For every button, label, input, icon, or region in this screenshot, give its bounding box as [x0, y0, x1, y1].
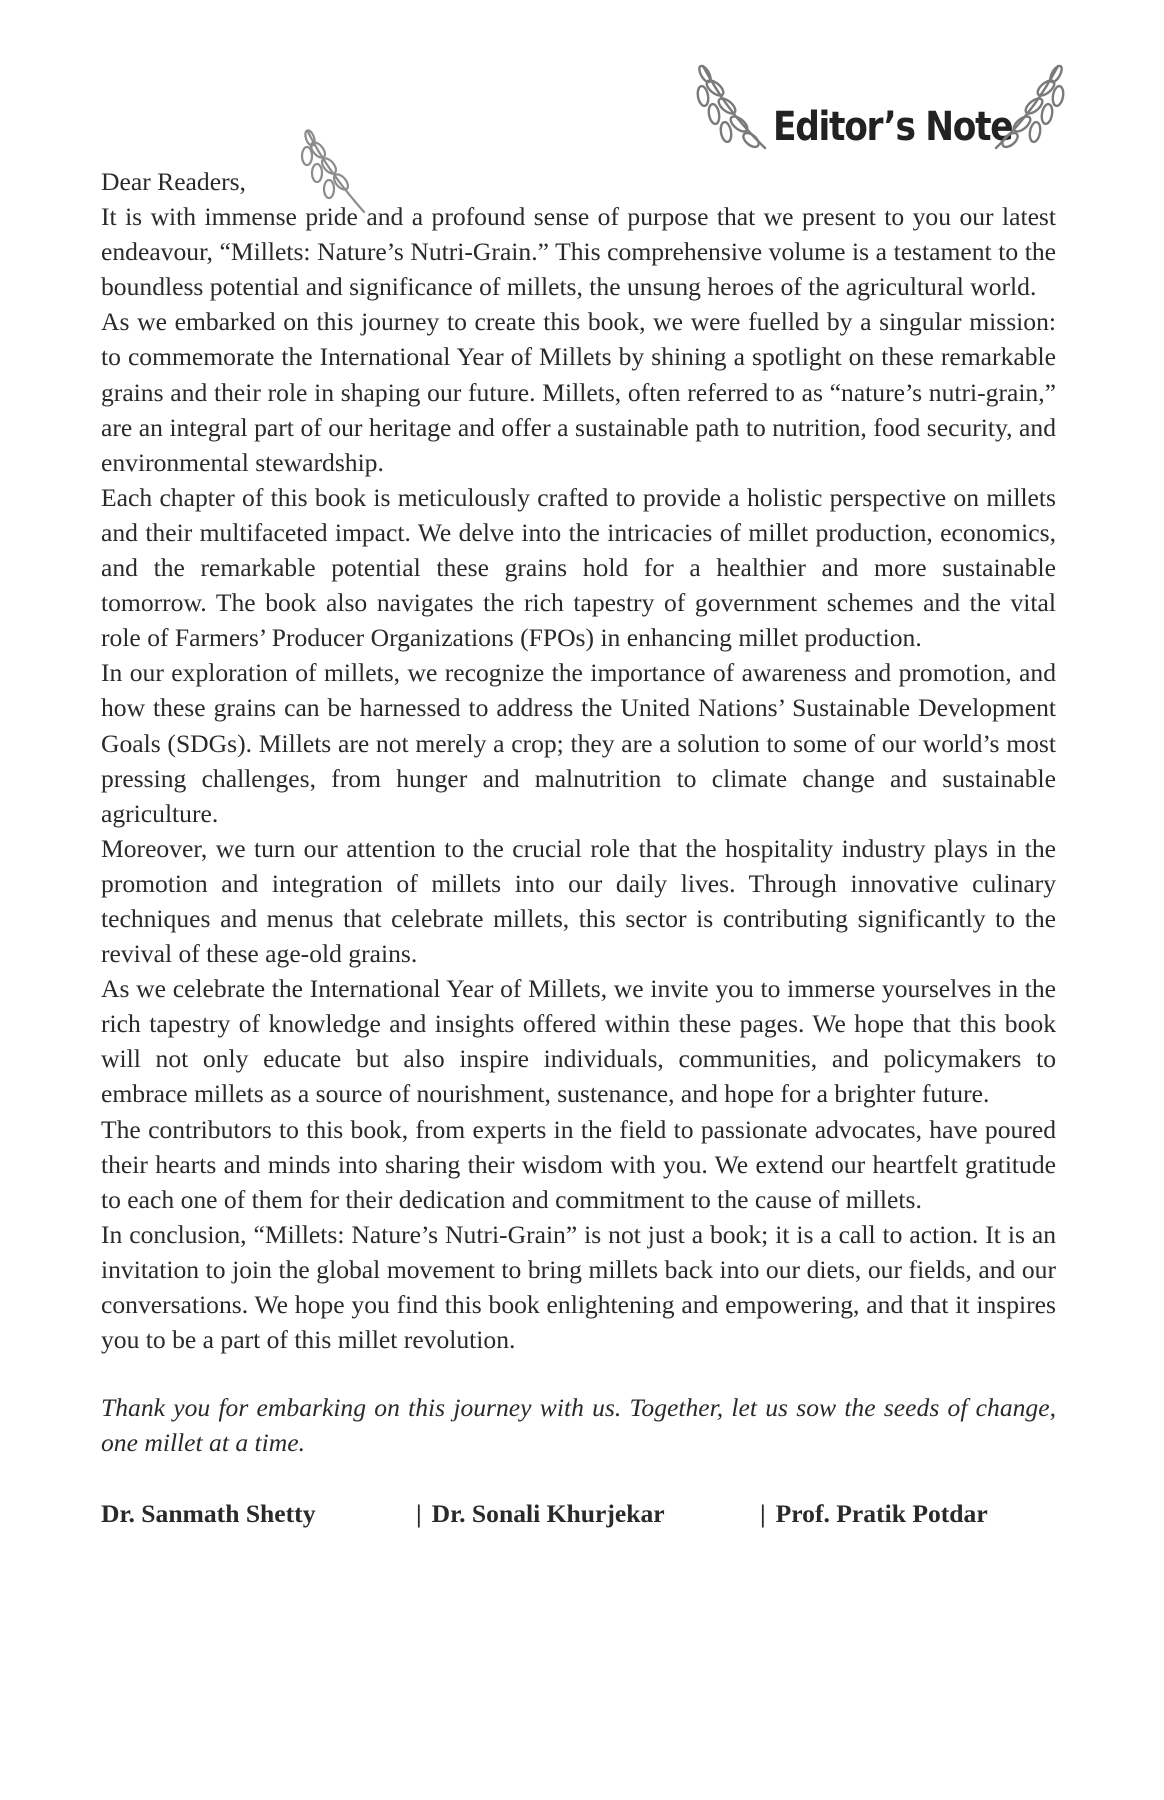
page-title: Editor’s Note: [773, 104, 1013, 150]
paragraph: In our exploration of millets, we recognize the importance of awareness and promotion, and how these grains can be harnessed to address the United Nations’ Sustainable Development Goals (SDGs). Millets are not merely a crop; they are a solution to some of our world’s most pressing challenges, from hunger and malnutrition to climate change and sustainable agriculture.: [101, 658, 1056, 828]
closing-note: Thank you for embarking on this journey with us. Together, let us sow the seeds of change, one millet at a time.: [101, 1393, 1056, 1458]
paragraph: In conclusion, “Millets: Nature’s Nutri-Grain” is not just a book; it is a call to action. It is an invitation to join the global movement to bring millets back into our diets, our fields, and our conversations. We hope you find this book enlightening and empowering, and that it inspires you to be a part of this millet revolution.: [101, 1219, 1056, 1355]
paragraph: Each chapter of this book is meticulously crafted to provide a holistic perspective on millets and their multifaceted impact. We delve into the intricacies of millet production, economics, and the remarkable potential these grains hold for a healthier and more sustainable tomorrow. The book also navigates the rich tapestry of government schemes and the vital role of Farmers’ Producer Organizations (FPOs) in enhancing millet production.: [101, 482, 1056, 653]
letter-body: [101, 164, 1056, 1531]
separator: |: [416, 1499, 422, 1529]
signature-name: Dr. Sonali Khurjekar: [431, 1499, 665, 1529]
signature-row: [101, 1496, 1056, 1531]
paragraph: It is with immense pride and a profound sense of purpose that we present to you our latest endeavour, “Millets: Nature’s Nutri-Grain.” This comprehensive volume is a testament to the boundless potential and significance of millets, the unsung heroes of the agricultural world.: [101, 202, 1056, 302]
salutation: Dear Readers,: [101, 167, 246, 196]
paragraph: Moreover, we turn our attention to the crucial role that the hospitality industry plays in the promotion and integration of millets into our daily lives. Through innovative culinary techniques and menus that celebrate millets, this sector is contributing significantly to the revival of these age-old grains.: [101, 833, 1056, 969]
separator: |: [760, 1499, 766, 1529]
signature-item: [760, 1496, 988, 1531]
editors-note-header: [695, 62, 1075, 157]
signature-name: Dr. Sanmath Shetty: [101, 1499, 316, 1529]
wheat-sprig-icon: [695, 62, 770, 157]
paragraph: As we celebrate the International Year of Millets, we invite you to immerse yourselves in the rich tapestry of knowledge and insights offered within these pages. We hope that this book will not only educate but also inspire individuals, communities, and policymakers to embrace millets as a source of nourishment, sustenance, and hope for a brighter future.: [101, 974, 1056, 1109]
signature-name: Prof. Pratik Potdar: [775, 1499, 988, 1529]
signature-item: [416, 1496, 760, 1531]
wheat-sprig-icon: [990, 62, 1065, 157]
paragraph: As we embarked on this journey to create this book, we were fuelled by a singular mission: to commemorate the International Year of Millets by shining a spotlight on these remarkable grains and their role in shaping our future. Millets, often referred to as “nature’s nutri-grain,” are an integral part of our heritage and offer a sustainable path to nutrition, food security, and environmental stewardship.: [101, 307, 1056, 477]
paragraph: The contributors to this book, from experts in the field to passionate advocates, have poured their hearts and minds into sharing their wisdom with you. We extend our heartfelt gratitude to each one of them for their dedication and commitment to the cause of millets.: [101, 1114, 1056, 1214]
